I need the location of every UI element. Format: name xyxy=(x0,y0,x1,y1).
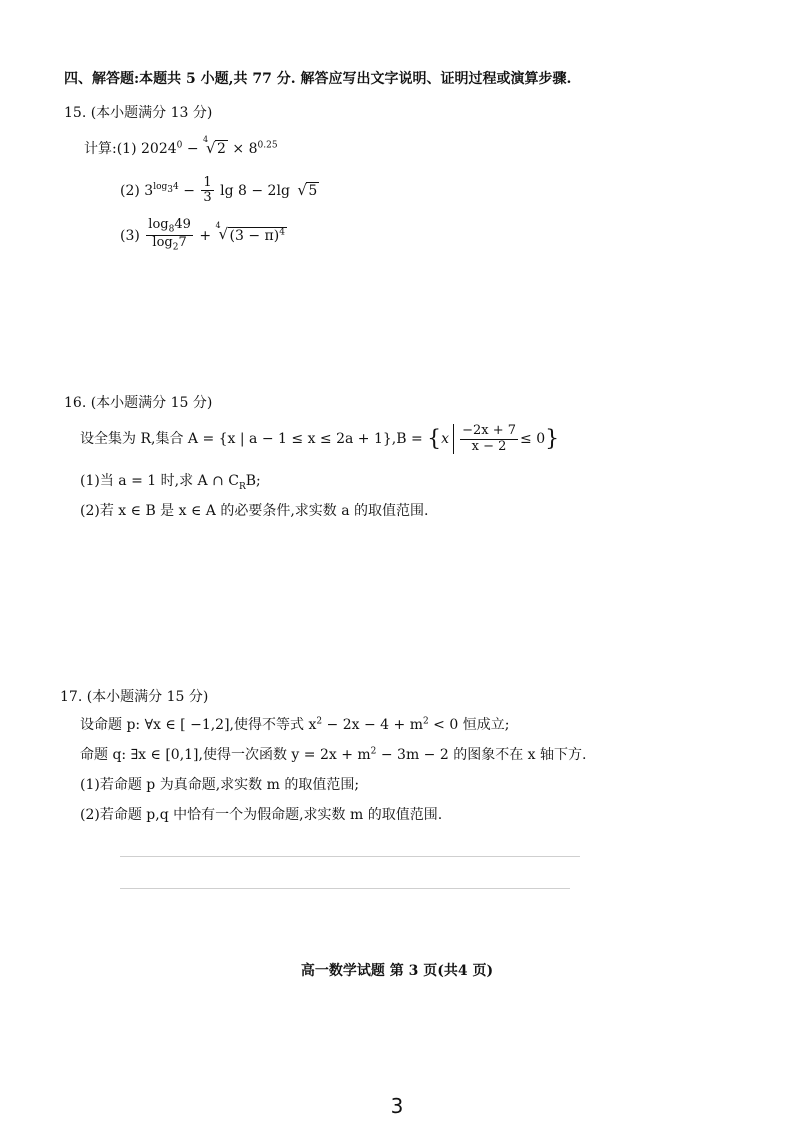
q17-line1-c: < 0 恒成立; xyxy=(428,717,510,733)
section-header: 四、解答题:本题共 5 小题,共 77 分. 解答应写出文字说明、证明过程或演算步骤. xyxy=(64,71,572,87)
q15-p2-rest: lg 8 − 2lg xyxy=(220,182,290,199)
q15-part1 xyxy=(84,135,278,158)
q15-p3-label: (3) xyxy=(120,227,140,244)
q15-p2-exp: log xyxy=(153,182,168,193)
q16-part1-sub: R xyxy=(238,481,246,492)
q15-p1-root-body: 2 xyxy=(217,141,226,157)
q17-line1-b: − 2x − 4 + m xyxy=(322,717,423,733)
q17-line1-a: 设命题 p: ∀x ∈ [ −1,2],使得不等式 x xyxy=(80,717,317,733)
q17-line2-b: − 3m − 2 的图象不在 x 轴下方. xyxy=(376,747,587,763)
left-brace-icon: { xyxy=(427,426,442,452)
q15-p3-den-log: log xyxy=(152,235,173,251)
q15-part2 xyxy=(120,176,319,206)
q15-p1-minus: − xyxy=(186,141,199,157)
q15-p1-label: (1) xyxy=(116,141,137,157)
q16-set-var: x xyxy=(441,431,450,447)
q15-p1-root xyxy=(203,135,228,157)
q16-part1-end: B; xyxy=(245,473,261,489)
q15-p2-exp-sub: 3 xyxy=(167,184,174,195)
set-divider xyxy=(453,424,454,454)
right-brace-icon: } xyxy=(545,426,560,452)
q16-relation: ≤ 0 xyxy=(520,431,546,447)
q15-p1-exp: 0 xyxy=(176,140,183,151)
q16-line1-text: 设全集为 R,集合 A = {x | a − 1 ≤ x ≤ 2a + 1},B = xyxy=(80,431,423,447)
q16-frac-num: −2x + 7 xyxy=(462,423,517,439)
q17-line2-a: 命题 q: ∃x ∈ [0,1],使得一次函数 y = 2x + m xyxy=(80,747,371,763)
q15-p3-plus: + xyxy=(199,227,212,244)
q15-p1-exp2: 0.25 xyxy=(257,140,278,151)
q15-p3-num-log: log xyxy=(148,217,169,232)
q16-part2: (2)若 x ∈ B 是 x ∈ A 的必要条件,求实数 a 的取值范围. xyxy=(80,503,429,519)
q15-p3-root-index: 4 xyxy=(215,221,221,231)
q17-part1: (1)若命题 p 为真命题,求实数 m 的取值范围; xyxy=(80,777,360,793)
q15-p2-root xyxy=(294,180,319,199)
q15-p2-base: 3 xyxy=(144,182,154,199)
q15-p3-fraction xyxy=(146,218,193,254)
q15-p1-times: × 8 xyxy=(232,141,258,157)
q15-p3-den-arg: 7 xyxy=(178,235,187,251)
q17-line1-exp2: 2 xyxy=(422,716,429,727)
q15-p3-num-arg: 49 xyxy=(174,217,191,232)
q15-p2-root-body: 5 xyxy=(308,182,318,199)
q17-line2-exp: 2 xyxy=(370,746,377,757)
q15-p3-root-body xyxy=(228,227,287,244)
q17-part2: (2)若命题 p,q 中恰有一个为假命题,求实数 m 的取值范围. xyxy=(80,807,443,823)
q15-p3-den-sub: 2 xyxy=(172,243,179,254)
q15-p3-root xyxy=(215,221,287,244)
q15-p3-numerator xyxy=(146,218,193,236)
q17-line1 xyxy=(80,714,509,734)
q16-fraction xyxy=(460,424,518,454)
q15-p2-exp-arg: 4 xyxy=(173,182,179,193)
q16-title: 16. (本小题满分 15 分) xyxy=(64,395,213,411)
q15-p2-frac-den: 3 xyxy=(203,190,212,206)
page-footer: 高一数学试题 第 3 页(共4 页) xyxy=(300,963,494,979)
q15-p2-label: (2) xyxy=(120,182,140,199)
radical-sign-icon: √ xyxy=(206,139,216,157)
q17-title: 17. (本小题满分 15 分) xyxy=(60,689,209,705)
q16-frac-den: x − 2 xyxy=(471,438,507,454)
q15-p1-base: 2024 xyxy=(141,141,177,157)
q16-line1 xyxy=(80,424,559,454)
q15-title: 15. (本小题满分 13 分) xyxy=(64,105,213,121)
q15-p2-minus: − xyxy=(183,182,195,199)
q15-p2-frac-num: 1 xyxy=(203,175,212,190)
page-number: 3 xyxy=(390,1094,404,1118)
q16-part1 xyxy=(80,470,261,492)
q15-prefix: 计算: xyxy=(84,141,117,157)
q15-p3-denominator xyxy=(150,236,188,253)
q15-p3-root-exp: 4 xyxy=(279,227,285,238)
scan-line xyxy=(120,888,570,889)
q15-p1-root-index: 4 xyxy=(203,135,209,144)
q15-p3-num-sub: 8 xyxy=(168,224,175,235)
q15-p2-fraction xyxy=(201,176,213,206)
radical-sign-icon: √ xyxy=(297,180,307,199)
q15-part3 xyxy=(120,218,287,254)
q17-line2 xyxy=(80,744,586,764)
scan-line xyxy=(120,856,580,857)
q17-line1-exp: 2 xyxy=(316,716,323,727)
radical-sign-icon: √ xyxy=(218,225,229,244)
q16-part1-text: (1)当 a = 1 时,求 A ∩ C xyxy=(80,473,239,489)
q15-p3-root-content: (3 − π) xyxy=(229,227,280,244)
